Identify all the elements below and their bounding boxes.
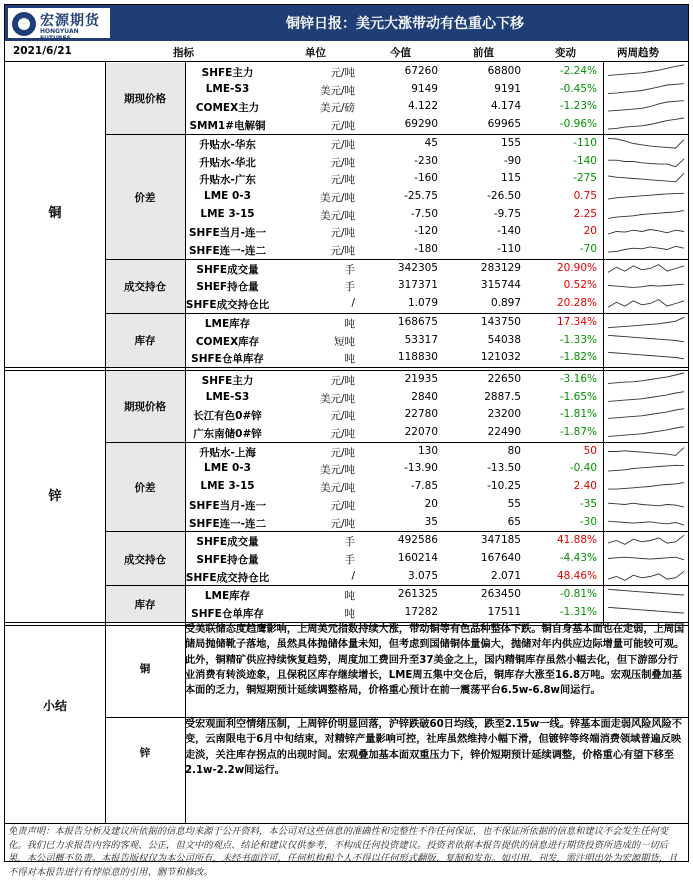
change-value: 2.40 (573, 480, 597, 493)
logo-mark-icon (12, 12, 36, 36)
table-row (5, 424, 688, 442)
indicator-name: 广东南储0#锌 (193, 428, 262, 440)
today-value: -120 (414, 225, 438, 238)
unit-value: 手 (344, 536, 355, 549)
col-today: 今值 (390, 47, 411, 59)
trend-sparkline (607, 479, 685, 494)
trend-line (608, 138, 684, 148)
prev-value: 315744 (480, 279, 521, 292)
prev-value: -140 (497, 225, 521, 238)
indicator-name: SMM1#电解铜 (189, 120, 266, 133)
prev-value: 55 (507, 497, 521, 510)
trend-sparkline (607, 533, 685, 548)
unit-value: 美元/吨 (319, 482, 355, 495)
trend-line (608, 427, 684, 437)
change-value: 20 (583, 225, 597, 238)
change-value: 17.34% (556, 315, 597, 328)
table-row (5, 81, 688, 99)
prev-value: 80 (507, 444, 521, 457)
table-row (5, 295, 688, 313)
summary-copper-label: 铜 (139, 663, 151, 675)
trend-line (608, 230, 684, 235)
table-row (5, 496, 688, 514)
prev-value: 2.071 (490, 569, 521, 582)
prev-value: -9.75 (493, 207, 521, 220)
table-row (5, 349, 688, 367)
trend-line (608, 101, 684, 111)
unit-value: 元/吨 (330, 138, 355, 151)
trend-line (608, 409, 684, 419)
table-row (5, 277, 688, 295)
col-change: 变动 (555, 47, 576, 59)
indicator-name: 升贴水-上海 (199, 446, 256, 459)
today-value: 342305 (397, 261, 438, 274)
trend-line (608, 466, 684, 472)
column-divider (185, 62, 186, 626)
change-value: -3.16% (559, 372, 597, 385)
unit-value: 吨 (344, 590, 355, 603)
table-row (5, 604, 688, 622)
prev-value: 9191 (494, 82, 521, 95)
trend-line (608, 391, 684, 401)
today-value: -7.50 (410, 207, 438, 220)
indicator-name: LME 0-3 (204, 462, 251, 475)
unit-value: 元/吨 (330, 428, 355, 440)
trend-line (608, 607, 684, 613)
table-row (5, 478, 688, 496)
prev-value: 68800 (487, 65, 521, 77)
today-value: 45 (424, 136, 438, 149)
trend-sparkline (607, 136, 685, 151)
column-divider (105, 626, 106, 823)
summary-zinc-label: 锌 (139, 747, 151, 759)
table-row (5, 170, 688, 188)
today-value: 160214 (397, 551, 438, 564)
indicator-name: LME-S3 (205, 390, 250, 403)
table-row (5, 135, 688, 153)
table-row (5, 206, 688, 224)
table-row (5, 223, 688, 241)
today-value: 69290 (404, 118, 438, 131)
today-value: -13.90 (404, 462, 438, 475)
trend-line (608, 300, 684, 308)
trend-sparkline (607, 350, 685, 365)
change-value: -30 (579, 515, 597, 528)
unit-value: 元/吨 (330, 67, 355, 79)
indicator-name: SHFE连一-连二 (188, 517, 267, 530)
indicator-name: SHFE成交量 (196, 263, 259, 276)
trend-line (608, 83, 684, 93)
change-value: -140 (573, 154, 597, 167)
prev-value: -13.50 (487, 462, 521, 475)
table-row (5, 153, 688, 171)
trend-line (608, 557, 684, 560)
change-value: -0.81% (559, 588, 597, 601)
trend-sparkline (607, 444, 685, 459)
unit-value: 美元/吨 (319, 209, 355, 222)
table-row (5, 371, 688, 389)
trend-sparkline (607, 242, 685, 257)
trend-line (608, 264, 684, 272)
unit-value: 元/吨 (330, 245, 355, 257)
change-value: -0.45% (559, 82, 597, 95)
column-header-row (5, 41, 688, 62)
trend-line (608, 571, 684, 580)
table-row (5, 443, 688, 461)
today-value: 22070 (404, 426, 438, 438)
trend-line (608, 210, 684, 218)
trend-sparkline (607, 569, 685, 584)
indicator-name: LME 3-15 (200, 207, 255, 220)
indicator-name: SHEF持仓量 (196, 281, 259, 294)
indicator-name: LME库存 (204, 317, 251, 330)
table-row (5, 314, 688, 332)
today-value: 3.075 (407, 569, 438, 582)
table-row (5, 63, 688, 81)
unit-value: 短吨 (334, 335, 355, 348)
report-date: 2021/6/21 (13, 45, 72, 57)
indicator-name: SHFE成交持仓比 (185, 299, 270, 312)
change-value: -35 (579, 497, 597, 510)
trend-sparkline (607, 154, 685, 169)
today-value: 317371 (397, 279, 438, 292)
category-label: 库存 (134, 335, 156, 348)
prev-value: 263450 (480, 588, 521, 601)
report-header (5, 5, 688, 41)
trend-line (608, 521, 684, 525)
unit-value: 美元/吨 (319, 464, 355, 477)
today-value: 168675 (397, 315, 438, 328)
unit-value: 手 (344, 263, 355, 276)
unit-value: 元/吨 (330, 446, 355, 459)
trend-sparkline (607, 99, 685, 114)
indicator-name: COMEX主力 (195, 102, 260, 115)
today-value: 118830 (397, 351, 438, 364)
trend-sparkline (607, 207, 685, 222)
indicator-name: SHFE仓单库存 (191, 353, 264, 366)
row-divider (5, 367, 688, 368)
category-label: 成交持仓 (124, 553, 166, 566)
trend-sparkline (607, 224, 685, 239)
trend-line (608, 335, 684, 342)
change-value: -70 (579, 243, 597, 255)
today-value: 4.122 (407, 100, 438, 113)
report-page (4, 4, 689, 878)
trend-line (608, 246, 684, 252)
unit-value: 美元/磅 (319, 102, 355, 115)
change-value: 2.25 (573, 207, 597, 220)
unit-value: 美元/吨 (319, 191, 355, 204)
change-value: -110 (573, 136, 597, 149)
prev-value: 23200 (487, 408, 521, 421)
table-row (5, 332, 688, 350)
table-row (5, 586, 688, 604)
unit-value: 美元/吨 (319, 392, 355, 405)
trend-line (608, 447, 684, 455)
trend-line (608, 118, 684, 129)
trend-sparkline (607, 261, 685, 276)
prev-value: 155 (500, 136, 521, 149)
trend-line (608, 158, 684, 166)
trend-sparkline (607, 82, 685, 97)
row-divider (5, 625, 688, 626)
unit-value: 元/吨 (330, 174, 355, 187)
unit-value: 元/吨 (330, 156, 355, 169)
table-row (5, 241, 688, 259)
unit-value: 元/吨 (330, 227, 355, 240)
change-value: -1.87% (559, 426, 597, 438)
trend-sparkline (607, 64, 685, 79)
change-value: -0.96% (559, 118, 597, 131)
change-value: -1.33% (559, 333, 597, 346)
table-row (5, 568, 688, 586)
trend-sparkline (607, 587, 685, 602)
today-value: 261325 (397, 588, 438, 601)
indicator-name: SHFE仓单库存 (191, 608, 264, 620)
unit-value: 元/吨 (330, 517, 355, 530)
table-row (5, 550, 688, 568)
change-value: -1.65% (559, 390, 597, 403)
prev-value: 347185 (480, 534, 521, 547)
trend-line (608, 590, 684, 596)
today-value: -180 (414, 243, 438, 255)
prev-value: 54038 (487, 333, 521, 346)
indicator-name: LME-S3 (205, 82, 250, 95)
trend-line (608, 317, 684, 327)
prev-value: 69965 (487, 118, 521, 131)
trend-sparkline (607, 372, 685, 387)
table-row (5, 116, 688, 134)
indicator-name: SHFE主力 (201, 67, 254, 79)
change-value: -2.24% (559, 65, 597, 77)
indicator-name: SHFE当月-连一 (188, 227, 267, 240)
change-value: 20.90% (556, 261, 597, 274)
unit-value: 吨 (344, 317, 355, 330)
trend-sparkline (607, 333, 685, 348)
col-unit: 单位 (305, 47, 326, 59)
zinc-label: 锌 (48, 489, 62, 504)
unit-value: 手 (344, 553, 355, 566)
prev-value: 115 (500, 172, 521, 185)
change-value: 50 (583, 444, 597, 457)
prev-value: 17511 (487, 606, 521, 618)
prev-value: 143750 (480, 315, 521, 328)
prev-value: 2887.5 (484, 390, 521, 403)
column-divider (105, 62, 106, 626)
category-label: 成交持仓 (124, 281, 166, 294)
trend-sparkline (607, 189, 685, 204)
logo-text-cn: 宏源期货 (40, 13, 100, 29)
company-logo (7, 7, 111, 42)
column-divider (185, 626, 186, 823)
indicator-name: SHFE持仓量 (196, 553, 259, 566)
today-value: 22780 (404, 408, 438, 421)
change-value: -0.40 (569, 462, 597, 475)
change-value: -1.81% (559, 408, 597, 421)
indicator-name: LME库存 (204, 590, 251, 603)
category-label: 库存 (134, 599, 156, 611)
prev-value: -110 (497, 243, 521, 255)
trend-sparkline (607, 497, 685, 512)
trend-sparkline (607, 461, 685, 476)
prev-value: 121032 (480, 351, 521, 364)
disclaimer: 免责声明：本报告分析及建议所依据的信息均来源于公开资料，本公司对这些信息的准确性和完整性不作任何保证，也不保证所依据的信息和建议不会发生任何变化。我们已力求报告内容的客观、公正，但文中的观点、结论和建议仅供参考，不构成任何投资建议。投资者依据本报告提供的信息进行期货投资所造成的一切后果，本公司概不负责。本报告版权仅为本公司所有，未经书面许可，任何机构和个人不得以任何形式翻版、复制和发布。如引用、刊发，需注明出处为宏源期货，且不得对本报告进行有悖原意的引用、删节和修改。 (8, 826, 678, 878)
today-value: 1.079 (407, 297, 438, 310)
prev-value: 22650 (487, 372, 521, 385)
trend-sparkline (607, 425, 685, 440)
row-divider (5, 823, 688, 824)
unit-value: 吨 (344, 353, 355, 366)
trend-sparkline (607, 551, 685, 566)
category-label: 价差 (134, 191, 156, 204)
trend-sparkline (607, 605, 685, 620)
change-value: -1.31% (559, 606, 597, 618)
prev-value: -26.50 (487, 189, 521, 202)
category-label: 价差 (134, 481, 156, 494)
indicator-name: 长江有色0#锌 (193, 410, 262, 423)
summary-zinc-text: 受宏观面利空情绪压制，上周锌价明显回落，沪锌跌破60日均线，跌至2.15w一线。锌基本面走弱风险风险不变，云南限电于6月中旬结束，对精锌产量影响可控，社库虽然维持小幅下滑，但镀锌等终端消费领域普遍反映走淡，关注库存拐点的出现时间。宏观叠加基本面双重压力下，锌价短期预计延续调整，价格重心有望下移至2.1w-2.2w间运行。 (185, 719, 682, 776)
table-row (5, 188, 688, 206)
today-value: 20 (424, 497, 438, 510)
change-value: -4.43% (559, 551, 597, 564)
trend-line (608, 352, 684, 359)
trend-sparkline (607, 390, 685, 405)
unit-value: 元/吨 (330, 374, 355, 387)
table-row (5, 260, 688, 278)
column-divider (603, 62, 604, 626)
today-value: 21935 (404, 372, 438, 385)
prev-value: 22490 (487, 426, 521, 438)
trend-sparkline (607, 407, 685, 422)
table-row (5, 389, 688, 407)
col-indicator: 指标 (173, 47, 194, 59)
today-value: 130 (417, 444, 438, 457)
trend-line (608, 285, 684, 288)
change-value: 41.88% (556, 534, 597, 547)
prev-value: 65 (507, 515, 521, 528)
unit-value: / (351, 569, 355, 582)
indicator-name: LME 0-3 (204, 189, 251, 202)
change-value: -275 (573, 172, 597, 185)
category-label: 期现价格 (124, 401, 166, 414)
trend-sparkline (607, 171, 685, 186)
today-value: 35 (424, 515, 438, 528)
today-value: 9149 (411, 82, 438, 95)
today-value: -160 (414, 172, 438, 185)
today-value: 53317 (404, 333, 438, 346)
trend-line (608, 173, 684, 182)
indicator-name: SHFE连一-连二 (188, 245, 267, 257)
col-trend: 两周趋势 (617, 47, 659, 59)
trend-sparkline (607, 117, 685, 132)
trend-line (608, 535, 684, 544)
row-divider (5, 622, 688, 623)
indicator-name: SHFE主力 (201, 374, 254, 387)
row-divider (105, 717, 688, 718)
indicator-name: 升贴水-华北 (199, 156, 256, 169)
trend-line (608, 483, 684, 490)
indicator-name: 升贴水-广东 (199, 174, 256, 187)
indicator-name: SHFE成交量 (196, 536, 259, 549)
change-value: 0.75 (573, 189, 597, 202)
unit-value: 元/吨 (330, 410, 355, 423)
prev-value: 4.174 (490, 100, 521, 113)
unit-value: 吨 (344, 608, 355, 620)
indicator-name: SHFE成交持仓比 (185, 571, 270, 584)
change-value: -1.23% (559, 100, 597, 113)
trend-sparkline (607, 278, 685, 293)
unit-value: 元/吨 (330, 120, 355, 133)
category-label: 期现价格 (124, 93, 166, 106)
trend-line (608, 193, 684, 199)
copper-label: 铜 (48, 206, 62, 221)
prev-value: 167640 (480, 551, 521, 564)
trend-line (608, 65, 684, 75)
report-title: 铜锌日报：美元大涨带动有色重心下移 (286, 16, 524, 32)
table-row (5, 532, 688, 550)
logo-text-en: HONGYUAN FUTURES (40, 28, 79, 42)
summary-label: 小结 (42, 699, 67, 713)
unit-value: 元/吨 (330, 499, 355, 512)
prev-value: 0.897 (490, 297, 521, 310)
today-value: -25.75 (404, 189, 438, 202)
prev-value: -90 (503, 154, 521, 167)
unit-value: 手 (344, 281, 355, 294)
indicator-name: SHFE当月-连一 (188, 499, 267, 512)
unit-value: 美元/吨 (319, 84, 355, 97)
indicator-name: LME 3-15 (200, 480, 255, 493)
indicator-name: 升贴水-华东 (199, 138, 256, 151)
trend-sparkline (607, 315, 685, 330)
change-value: -1.82% (559, 351, 597, 364)
today-value: -230 (414, 154, 438, 167)
today-value: 492586 (397, 534, 438, 547)
change-value: 20.28% (556, 297, 597, 310)
table-row (5, 406, 688, 424)
prev-value: 283129 (480, 261, 521, 274)
trend-line (608, 373, 684, 383)
change-value: 48.46% (556, 569, 597, 582)
today-value: 17282 (404, 606, 438, 618)
change-value: 0.52% (563, 279, 597, 292)
table-row (5, 460, 688, 478)
table-row (5, 514, 688, 532)
summary-copper-text: 受美联储态度趋鹰影响，上周美元指数持续大涨，带动铜等有色品种整体下跌。铜自身基本面也在走弱，上周国储局抛储靴子落地，虽然具体抛储体量未知，但考虑到国储铜体量偏大，抛储对年内供应边际增量可能较可观。此外，铜精矿供应持续恢复趋势，周度加工费回升至37美金之上，国内精铜库存虽然小幅去化，但下游部分行业消费有转淡迹象，且保税区库存继续增长，LME周五集中交仓后，铜库存大涨至16.8万吨。宏观压制叠加基本面的乏力，铜短期预计延续调整格局，价格重心预计在前一震荡平台6.5w-6.8w间运行。 (185, 624, 685, 697)
unit-value: / (351, 297, 355, 310)
prev-value: -10.25 (487, 480, 521, 493)
trend-sparkline (607, 296, 685, 311)
today-value: 67260 (404, 65, 438, 77)
col-prev: 前值 (473, 47, 494, 59)
indicator-name: COMEX库存 (195, 335, 260, 348)
table-row (5, 98, 688, 116)
today-value: 2840 (411, 390, 438, 403)
today-value: -7.85 (410, 480, 438, 493)
trend-line (608, 503, 684, 507)
trend-sparkline (607, 515, 685, 530)
